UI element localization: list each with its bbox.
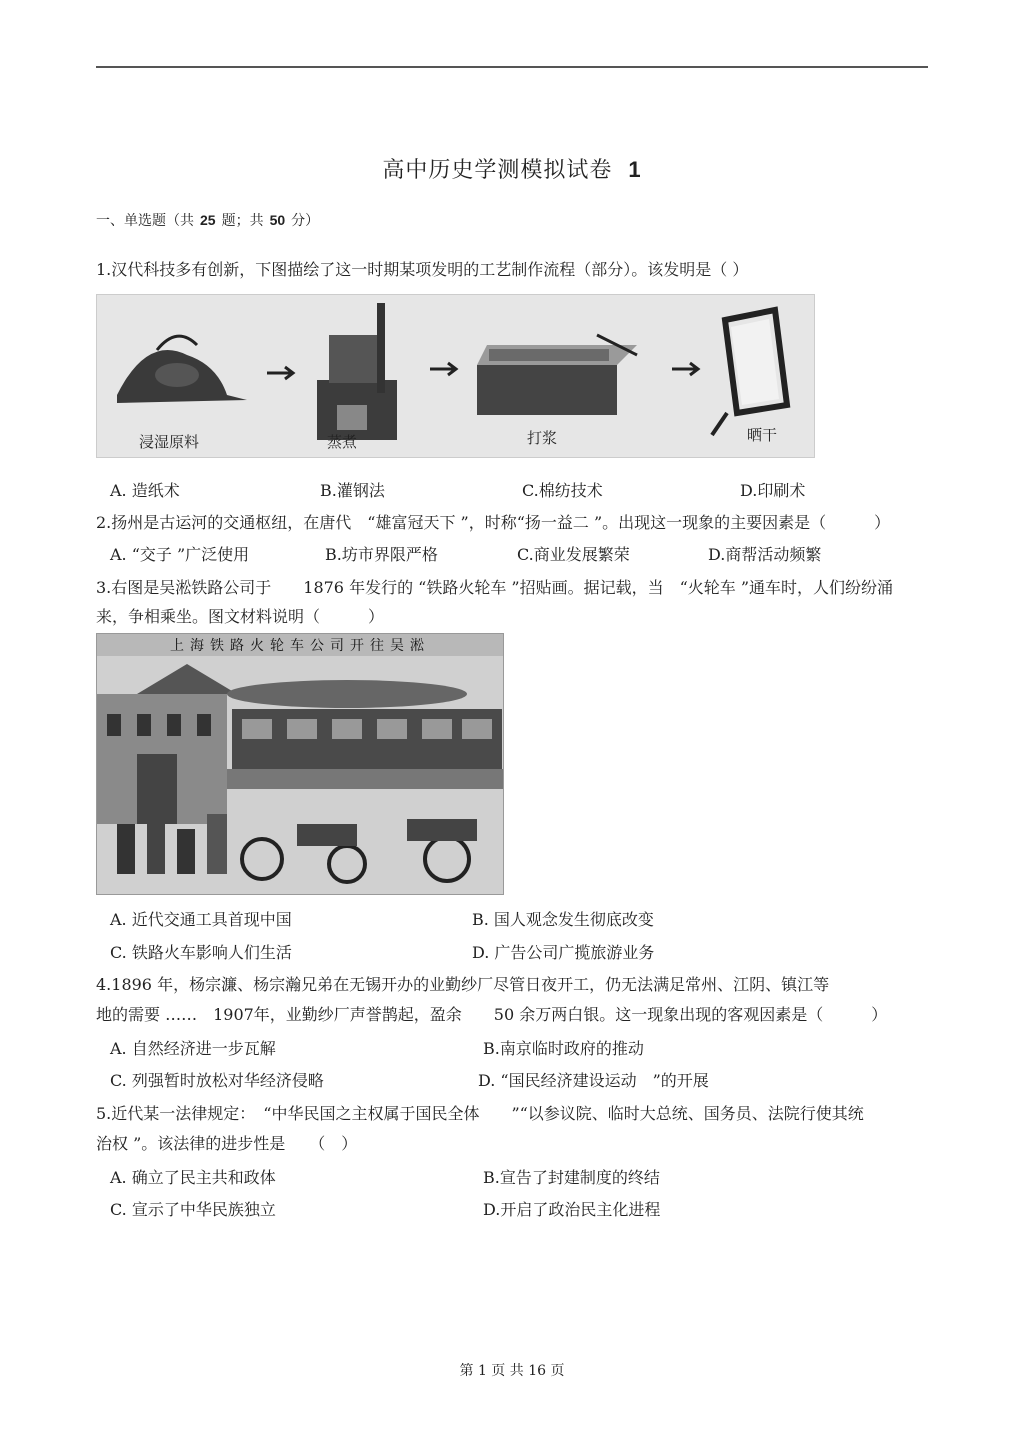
section-count: 25: [200, 212, 216, 228]
q5-option-c[interactable]: C. 宣示了中华民族独立: [110, 1200, 276, 1219]
q5-option-d[interactable]: D.开启了政治民主化进程: [483, 1200, 661, 1219]
train-drawing: [227, 680, 503, 789]
q1-option-d[interactable]: D.印刷术: [740, 481, 806, 500]
section-header: [96, 210, 319, 230]
figure-label-dry: 晒干: [747, 426, 778, 444]
q4-option-b[interactable]: B.南京临时政府的推动: [483, 1039, 644, 1058]
q4-option-d[interactable]: D. “国民经济建设运动 ”的开展: [478, 1071, 709, 1090]
section-mid: 题；共: [221, 213, 264, 229]
q5-option-a[interactable]: A. 确立了民主共和政体: [110, 1168, 276, 1187]
q3-option-a[interactable]: A. 近代交通工具首现中国: [110, 910, 292, 929]
q2-option-b[interactable]: B.坊市界限严格: [325, 545, 438, 564]
q1-option-a[interactable]: A. 造纸术: [110, 481, 180, 500]
page-footer: 第 1 页 共 16 页: [459, 1363, 565, 1379]
q2-option-d[interactable]: D.商帮活动频繁: [708, 545, 822, 564]
q3-option-b[interactable]: B. 国人观念发生彻底改变: [472, 910, 654, 929]
papermaking-process-illustration: [97, 295, 814, 457]
section-prefix: 一、单选题（共: [96, 213, 194, 229]
figure-label-pulp: 打浆: [527, 429, 558, 447]
page-title: [0, 153, 1024, 184]
question-1-stem: 1.汉代科技多有创新，下图描绘了这一时期某项发明的工艺制作流程（部分）。该发明是（ ）: [96, 260, 749, 279]
q4-option-a[interactable]: A. 自然经济进一步瓦解: [110, 1039, 276, 1058]
figure-label-soak: 浸湿原料: [139, 433, 200, 451]
q2-option-c[interactable]: C.商业发展繁荣: [517, 545, 630, 564]
railway-poster-illustration: [97, 634, 503, 894]
figure-label-steam: 蒸煮: [327, 433, 358, 451]
title-text: 高中历史学测模拟试卷: [382, 158, 613, 183]
section-suffix: 分）: [291, 213, 320, 229]
q5-option-b[interactable]: B.宣告了封建制度的终结: [483, 1168, 660, 1187]
q3-option-c[interactable]: C. 铁路火车影响人们生活: [110, 943, 292, 962]
question-5-stem-line-1: 5.近代某一法律规定： “中华民国之主权属于国民全体 ”“以参议院、临时大总统、国务员、法院行使其统: [96, 1104, 864, 1123]
title-number: 1: [628, 157, 642, 182]
q4-option-c[interactable]: C. 列强暂时放松对华经济侵略: [110, 1071, 324, 1090]
question-4-stem-line-1: 4.1896 年，杨宗濂、杨宗瀚兄弟在无锡开办的业勤纱厂尽管日夜开工，仍无法满足常州、江阴、镇江等: [96, 975, 830, 994]
poster-caption: 上海铁路火轮车公司开往吴淞: [170, 638, 430, 654]
question-1-figure: [96, 294, 815, 458]
question-5-stem-line-2: 治权 ”。该法律的进步性是 （ ）: [96, 1134, 358, 1153]
q1-option-b[interactable]: B.灌钢法: [320, 481, 385, 500]
question-4-stem-line-2: 地的需要 …… 1907年，业勤纱厂声誉鹊起，盈余 50 余万两白银。这一现象出现的客观因素是（ ）: [96, 1005, 888, 1024]
question-3-figure: [96, 633, 504, 895]
section-score: 50: [269, 212, 286, 228]
top-rule: [96, 66, 928, 68]
q2-option-a[interactable]: A. “交子 ”广泛使用: [110, 545, 250, 564]
beat-pulp-drawing: [477, 335, 637, 415]
question-3-stem-line-1: 3.右图是吴淞铁路公司于 1876 年发行的 “铁路火轮车 ”招贴画。据记载，当 “火轮车 ”通车时，人们纷纷涌: [96, 578, 894, 597]
q1-option-c[interactable]: C.棉纺技术: [522, 481, 603, 500]
question-3-stem-line-2: 来，争相乘坐。图文材料说明（ ）: [96, 607, 385, 626]
q3-option-d[interactable]: D. 广告公司广揽旅游业务: [472, 943, 655, 962]
question-2-stem: 2.扬州是古运河的交通枢纽，在唐代 “雄富冠天下 ”，时称“扬一益二 ”。出现这一现象的主要因素是（ ）: [96, 513, 891, 532]
